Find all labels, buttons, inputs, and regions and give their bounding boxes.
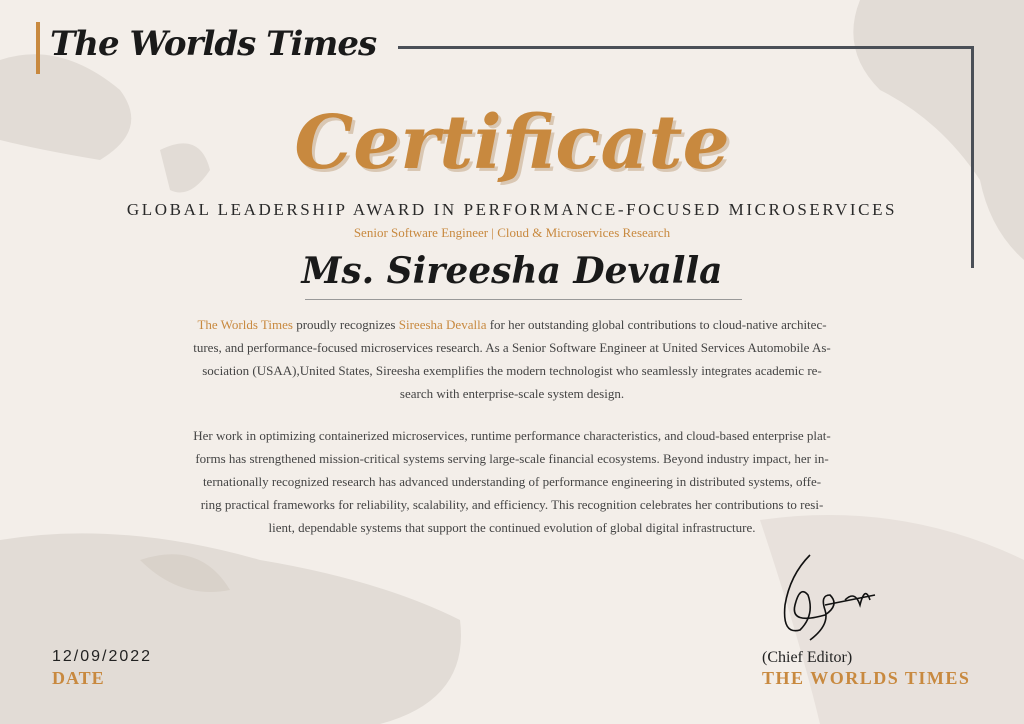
text: proudly recognizes <box>292 317 399 332</box>
brand-accent-bar <box>36 22 40 74</box>
paragraph-2 <box>110 424 914 539</box>
frame-top-line <box>398 46 974 49</box>
text-line: forms has strengthened mission-critical systems serving large-scale financial ecosystems. Beyond industry impact, her in- <box>195 451 829 466</box>
text-line: ternationally recognized research has advanced understanding of performance engineering in distributed systems, offe- <box>202 474 822 489</box>
brand-logo: The Worlds Times <box>50 24 377 64</box>
date-label: DATE <box>52 668 105 688</box>
organization-name: THE WORLDS TIMES <box>762 668 971 688</box>
name-underline <box>305 299 742 300</box>
recipient-name: Ms. Sireesha Devalla <box>301 250 723 292</box>
signature-image <box>770 545 890 645</box>
org-highlight: The Worlds Times <box>197 317 293 332</box>
text-line: Her work in optimizing containerized microservices, runtime performance characteristics, and cloud-based enterprise plat- <box>193 428 831 443</box>
text-line: search with enterprise-scale system design. <box>399 386 625 401</box>
paragraph-1 <box>110 313 914 405</box>
text-line: sociation (USAA),United States, Sireesha exemplifies the modern technologist who seamlessly integrates academic re- <box>202 363 822 378</box>
text: for her outstanding global contributions to cloud-native architec- <box>486 317 827 332</box>
name-highlight: Sireesha Devalla <box>398 317 487 332</box>
chief-editor-label: (Chief Editor) <box>762 649 853 666</box>
text-line: tures, and performance-focused microservices research. As a Senior Software Engineer at United Services Automobile As- <box>193 340 831 355</box>
text-line: lient, dependable systems that support the continued evolution of global digital infrastructure. <box>268 520 756 535</box>
certificate-title: Certificate <box>294 100 730 186</box>
recipient-subtitle: Senior Software Engineer | Cloud & Microservices Research <box>353 225 671 240</box>
award-name: GLOBAL LEADERSHIP AWARD IN PERFORMANCE-FOCUSED MICROSERVICES <box>126 200 898 219</box>
issue-date: 12/09/2022 <box>52 648 153 665</box>
text-line: ring practical frameworks for reliability, scalability, and efficiency. This recognition celebrates her contributions to resi- <box>200 497 824 512</box>
